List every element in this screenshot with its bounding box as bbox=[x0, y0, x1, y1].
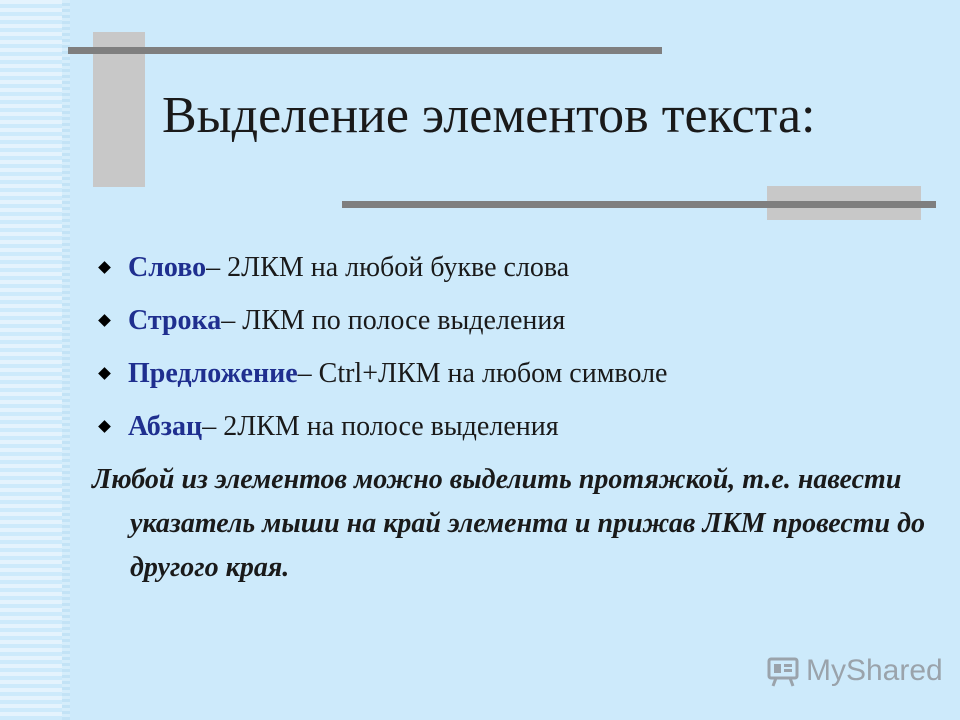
left-striped-margin bbox=[0, 0, 70, 720]
list-item bbox=[97, 400, 667, 453]
bullet-text: – 2ЛКМ на любой букве слова bbox=[206, 251, 570, 283]
bullet-text: – ЛКМ по полосе выделения bbox=[221, 304, 566, 336]
decor-bar-top bbox=[68, 47, 662, 54]
presentation-board-icon bbox=[766, 654, 800, 688]
bullet-term: Предложение bbox=[128, 357, 298, 389]
diamond-bullet-icon bbox=[98, 420, 111, 433]
decor-block-left bbox=[93, 32, 145, 187]
watermark bbox=[766, 654, 943, 688]
bullet-text: – Ctrl+ЛКМ на любом символе bbox=[297, 357, 668, 389]
body-paragraph: Любой из элементов можно выделить протяжкой, т.е. навести указатель мыши на край элемента и прижав ЛКМ провести до другого края. bbox=[92, 464, 926, 583]
bullet-list bbox=[97, 241, 667, 453]
bullet-term: Слово bbox=[128, 251, 207, 283]
list-item bbox=[97, 241, 667, 294]
decor-bar-bottom bbox=[342, 201, 936, 208]
diamond-bullet-icon bbox=[98, 367, 111, 380]
diamond-bullet-icon bbox=[98, 261, 111, 274]
list-item bbox=[97, 347, 667, 400]
bullet-term: Строка bbox=[128, 304, 222, 336]
diamond-bullet-icon bbox=[98, 314, 111, 327]
slide-title: Выделение элементов текста: bbox=[162, 87, 816, 144]
bullet-term: Абзац bbox=[128, 410, 203, 442]
watermark-text: MyShared bbox=[806, 654, 943, 687]
bullet-text: – 2ЛКМ на полосе выделения bbox=[202, 410, 559, 442]
list-item bbox=[97, 294, 667, 347]
